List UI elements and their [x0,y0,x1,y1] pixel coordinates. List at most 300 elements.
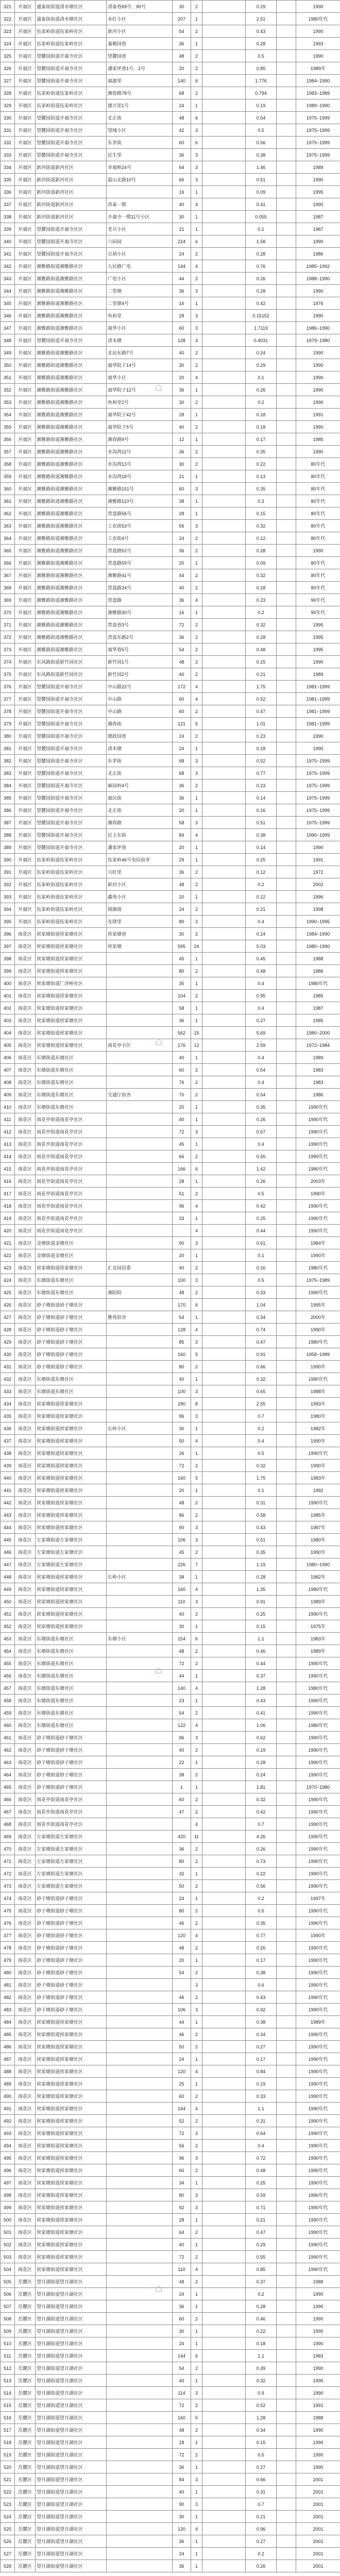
table-row [1,1608,340,1620]
blank-cell [277,681,296,693]
area-cell: 0.35 [246,483,277,495]
district-cell: 雨花区 [15,1880,36,1892]
district-cell: 开福区 [15,878,36,891]
blank-cell [277,1274,296,1286]
community-cell: 望麓园街道开福寺社区 [36,75,107,87]
row-number-cell: 374 [1,656,15,668]
name-cell [107,1719,173,1732]
row-number-cell: 384 [1,779,15,792]
district-cell: 岳麓区 [15,2412,36,2424]
blank-cell [277,1373,296,1385]
row-number-cell: 441 [1,1484,15,1497]
extra-cell [202,1002,246,1014]
name-cell [107,1546,173,1558]
table-row [1,1732,340,1744]
table-row [1,1324,340,1336]
name-cell: 新河小区 [107,25,173,38]
area-cell: 0.12 [246,532,277,545]
table-row [1,347,340,359]
name-cell [107,1324,173,1336]
year-cell: 1990年代 [296,1967,340,1979]
district-cell: 雨花区 [15,1336,36,1348]
households-cell: 80 [173,1361,191,1373]
community-cell: 侯家塘街道侯家塘社区 [36,2177,107,2189]
district-cell: 开福区 [15,334,36,347]
district-cell: 开福区 [15,891,36,903]
area-cell: 0.5 [246,1447,277,1460]
district-cell: 开福区 [15,718,36,730]
row-number-cell: 439 [1,1460,15,1472]
buildings-cell: 2 [191,2424,202,2436]
community-cell: 侯家塘街道侯家塘社区 [36,2028,107,2041]
buildings-cell: 3 [191,149,202,161]
name-cell: 望麓园巷 [107,50,173,62]
blank-cell [277,2239,296,2251]
name-cell: 湘春路 [107,817,173,829]
row-number-cell: 525 [1,2523,15,2535]
households-cell: 48 [173,1942,191,1954]
year-cell: 1958~1989 [296,1348,340,1361]
buildings-cell: 2 [191,446,202,458]
name-cell [107,2090,173,2103]
buildings-cell: 1 [191,433,202,446]
community-cell: 望麓园街道开福寺社区 [36,248,107,260]
name-cell [107,1373,173,1385]
blank-cell [277,2041,296,2053]
area-cell: 0.5 [246,1274,277,1286]
community-cell: 侯家塘街道侯家塘社区 [36,2164,107,2177]
community-cell: 砂子塘街道砂子塘社区 [36,1769,107,1781]
blank-cell [277,1979,296,1991]
buildings-cell: 3 [191,1237,202,1249]
extra-cell [202,2498,246,2511]
blank-cell [277,990,296,1002]
blank-cell [277,273,296,285]
year-cell: 80年代 [296,495,340,507]
households-cell: 50 [173,2041,191,2053]
table-row [1,409,340,421]
buildings-cell: 2 [191,2226,202,2239]
extra-cell [202,1014,246,1027]
district-cell: 雨花区 [15,2016,36,2028]
row-number-cell: 392 [1,878,15,891]
households-cell: 30 [173,396,191,409]
year-cell: 1989 [296,1052,340,1064]
buildings-cell: 1 [191,804,202,817]
district-cell: 开福区 [15,396,36,409]
table-row [1,1497,340,1509]
buildings-cell: 4 [191,1682,202,1694]
name-cell: 交通厅宿舍 [107,1089,173,1101]
buildings-cell: 1 [191,2535,202,2548]
name-cell: 长岭小区 [107,1422,173,1435]
community-cell: 砂子塘街道砂子塘社区 [36,1744,107,1756]
year-cell: 1990年代 [296,2041,340,2053]
blank-cell [277,829,296,841]
extra-cell [202,2387,246,2399]
table-row [1,137,340,149]
households-cell: 20 [173,1101,191,1113]
extra-cell [202,2263,246,2276]
year-cell: 1990年代 [296,1756,340,1769]
community-cell: 左家塘街道左家塘社区 [36,1843,107,1855]
community-cell: 湘雅路街道湘雅路社区 [36,470,107,483]
area-cell: 0.4 [246,1138,277,1150]
extra-cell [202,829,246,841]
area-cell: 0.055 [246,211,277,223]
community-cell: 侯家塘街道侯家塘社区 [36,1460,107,1472]
year-cell: 1983年 [296,1472,340,1484]
area-cell: 0.2 [246,2288,277,2300]
blank-cell [277,878,296,891]
table-row [1,1348,340,1361]
name-cell [107,2387,173,2399]
community-cell: 伍家岭街道伍家岭社区 [36,916,107,928]
row-number-cell: 379 [1,718,15,730]
area-cell: 0.34 [246,2028,277,2041]
community-cell: 望月湖街道望月湖社区 [36,2436,107,2449]
area-cell: 0.7 [246,1818,277,1831]
extra-cell [202,2140,246,2152]
name-cell: 湘春路78号 [107,87,173,99]
name-cell [107,1212,173,1225]
community-cell: 左家塘街道左家塘社区 [36,1558,107,1571]
buildings-cell: 1 [191,297,202,310]
households-cell: 122 [173,1719,191,1732]
households-cell: 76 [173,1076,191,1089]
blank-cell [277,1954,296,1967]
blank-cell [277,2090,296,2103]
households-cell: 24 [173,532,191,545]
buildings-cell: 2 [191,1793,202,1806]
extra-cell [202,2004,246,2016]
community-cell: 湘雅路街道湘雅路社区 [36,495,107,507]
year-cell: 1987 [296,1002,340,1014]
buildings-cell: 1 [191,891,202,903]
name-cell [107,1385,173,1398]
row-number-cell: 476 [1,1917,15,1929]
area-cell: 0.46 [246,2313,277,2325]
table-row [1,285,340,297]
table-row [1,2436,340,2449]
households-cell: 48 [173,656,191,668]
households-cell: 66 [173,174,191,186]
households-cell: 16 [173,186,191,198]
buildings-cell: 1 [191,977,202,990]
community-cell: 新河街道新河社区 [36,198,107,211]
extra-cell [202,1126,246,1138]
extra-cell [202,965,246,977]
blank-cell [277,421,296,433]
households-cell: 72 [173,2449,191,2461]
district-cell: 开福区 [15,137,36,149]
district-cell: 开福区 [15,433,36,446]
blank-cell [277,433,296,446]
district-cell: 雨花区 [15,1175,36,1188]
name-cell: 湘雅路151号 [107,483,173,495]
households-cell: 86 [173,1509,191,1521]
year-cell: 2001 [296,2498,340,2511]
blank-cell [277,569,296,582]
table-row [1,1274,340,1286]
name-cell [107,2115,173,2127]
name-cell [107,1249,173,1262]
blank-cell [277,1188,296,1200]
year-cell: 1988 [296,2412,340,2424]
area-cell: 0.59 [246,2189,277,2201]
row-number-cell: 458 [1,1694,15,1707]
watermark-logo-icon: ⌂ [155,1036,163,1048]
year-cell: 1985 [296,1014,340,1027]
households-cell: 85 [173,1336,191,1348]
row-number-cell: 467 [1,1806,15,1818]
blank-cell [277,50,296,62]
district-cell: 岳麓区 [15,2461,36,2473]
district-cell: 雨花区 [15,1719,36,1732]
name-cell [107,953,173,965]
area-cell: 0.64 [246,2127,277,2140]
buildings-cell: 5 [191,1472,202,1484]
table-row [1,2226,340,2239]
blank-cell [277,1126,296,1138]
blank-cell [277,235,296,248]
area-cell: 0.26 [246,1942,277,1954]
year-cell: 2001 [296,2548,340,2560]
community-cell: 侯家塘街道侯家塘社区 [36,2115,107,2127]
community-cell: 雨花亭街道雨花亭社区 [36,1163,107,1175]
row-number-cell: 452 [1,1620,15,1633]
households-cell: 54 [173,2362,191,2375]
name-cell: 六码园 [107,235,173,248]
community-cell: 湘雅路街道湘雅路社区 [36,421,107,433]
district-cell: 开福区 [15,545,36,557]
district-cell: 开福区 [15,470,36,483]
households-cell: 20 [173,804,191,817]
community-cell: 望月湖街道望月湖社区 [36,2523,107,2535]
blank-cell [277,2251,296,2263]
households-cell: 72 [173,1126,191,1138]
buildings-cell: 1 [191,507,202,520]
households-cell: 36 [173,792,191,804]
district-cell: 岳麓区 [15,2523,36,2535]
name-cell [107,1052,173,1064]
extra-cell [202,1188,246,1200]
row-number-cell: 403 [1,1014,15,1027]
district-cell: 开福区 [15,631,36,643]
name-cell [107,2078,173,2090]
community-cell: 左家塘街道左家塘社区 [36,1831,107,1843]
community-cell: 望麓园街道开福寺社区 [36,681,107,693]
extra-cell [202,594,246,606]
extra-cell [202,13,246,25]
buildings-cell: 2 [191,668,202,681]
name-cell: 新竹园1号 [107,656,173,668]
community-cell: 侯家塘街道侯家塘社区 [36,2214,107,2226]
extra-cell [202,1249,246,1262]
extra-cell [202,742,246,755]
table-row [1,2449,340,2461]
area-cell: 0.41 [246,198,277,211]
name-cell: 宗胡小区 [107,248,173,260]
blank-cell [277,965,296,977]
table-row [1,1014,340,1027]
blank-cell [277,804,296,817]
community-cell: 砂子塘街道砂子塘社区 [36,1756,107,1769]
extra-cell [202,1348,246,1361]
extra-cell [202,1744,246,1756]
row-number-cell: 474 [1,1892,15,1905]
year-cell: 1991 [296,409,340,421]
extra-cell [202,2436,246,2449]
row-number-cell: 430 [1,1348,15,1361]
area-cell: 1.58 [246,235,277,248]
area-cell: 0.55 [246,1150,277,1163]
row-number-cell: 425 [1,1286,15,1299]
district-cell: 雨花区 [15,1311,36,1324]
name-cell [107,1929,173,1942]
households-cell: 20 [173,1484,191,1497]
buildings-cell: 2 [191,2090,202,2103]
table-row [1,2313,340,2325]
year-cell: 1990 [296,347,340,359]
blank-cell [277,75,296,87]
table-row [1,557,340,569]
buildings-cell: 2 [191,1188,202,1200]
name-cell [107,2461,173,2473]
district-cell: 雨花区 [15,1732,36,1744]
year-cell: 1990 [296,371,340,384]
table-row [1,1596,340,1608]
area-cell: 0.26 [246,2560,277,2572]
table-row [1,1744,340,1756]
row-number-cell: 462 [1,1744,15,1756]
area-cell: 0.28 [246,1756,277,1769]
households-cell: 80 [173,916,191,928]
table-row [1,1126,340,1138]
year-cell: 1990年 [296,1361,340,1373]
households-cell: 72 [173,2127,191,2140]
buildings-cell: 2 [191,1509,202,1521]
row-number-cell: 407 [1,1064,15,1076]
district-cell: 雨花区 [15,928,36,940]
buildings-cell: 2 [191,643,202,656]
row-number-cell: 353 [1,396,15,409]
buildings-cell: 1 [191,1212,202,1225]
households-cell: 26 [173,1447,191,1460]
name-cell [107,2152,173,2164]
row-number-cell: 523 [1,2498,15,2511]
table-row [1,2362,340,2375]
district-cell: 开福区 [15,643,36,656]
table-row [1,2152,340,2164]
buildings-cell: 2 [191,347,202,359]
blank-cell [277,693,296,705]
extra-cell [202,569,246,582]
households-cell: 72 [173,2399,191,2412]
year-cell: 1987年 [296,1521,340,1534]
extra-cell [202,2424,246,2436]
community-cell: 通泰街街道清水塘社区 [36,13,107,25]
year-cell: 2001 [296,2560,340,2572]
area-cell: 0.17 [246,1954,277,1967]
blank-cell [277,817,296,829]
year-cell: 1991 [296,2399,340,2412]
year-cell: 1995 [296,643,340,656]
year-cell: 1990年代 [296,1286,340,1299]
extra-cell [202,99,246,112]
households-cell: 40 [173,668,191,681]
district-cell: 雨花区 [15,1756,36,1769]
households-cell: 54 [173,1707,191,1719]
blank-cell [277,2115,296,2127]
year-cell: 2003年 [296,1175,340,1188]
blank-cell [277,532,296,545]
community-cell: 雨花亭街道雨花亭社区 [36,1188,107,1200]
households-cell: 28 [173,310,191,322]
district-cell: 雨花区 [15,1361,36,1373]
buildings-cell: 2 [191,1769,202,1781]
buildings-cell: 2 [191,62,202,75]
district-cell: 岳麓区 [15,2511,36,2523]
district-cell: 开福区 [15,854,36,866]
district-cell: 雨花区 [15,1967,36,1979]
row-number-cell: 465 [1,1781,15,1793]
row-number-cell: 503 [1,2251,15,2263]
community-cell: 东塘街道东塘社区 [36,1286,107,1299]
row-number-cell: 453 [1,1633,15,1645]
table-row [1,1534,340,1546]
name-cell: 人民路广电 [107,260,173,273]
table-row [1,186,340,198]
extra-cell [202,1991,246,2004]
row-number-cell: 397 [1,940,15,953]
extra-cell [202,396,246,409]
row-number-cell: 415 [1,1163,15,1175]
blank-cell [277,1892,296,1905]
district-cell: 开福区 [15,619,36,631]
households-cell: 45 [173,953,191,965]
name-cell: 兴旺里 [107,866,173,878]
extra-cell [202,2548,246,2560]
year-cell: 1975~1999 [296,804,340,817]
name-cell [107,1942,173,1954]
blank-cell [277,13,296,25]
households-cell: 72 [173,1460,191,1472]
households-cell: 54 [173,25,191,38]
households-cell: 47 [173,1806,191,1818]
district-cell: 雨花区 [15,1188,36,1200]
year-cell: 1990年代 [296,2065,340,2078]
name-cell: 营盘巷3号 [107,619,173,631]
name-cell: 福华院子12号 [107,384,173,396]
extra-cell [202,1793,246,1806]
community-cell: 东塘街道东塘社区 [36,1089,107,1101]
households-cell: 66 [173,1150,191,1163]
row-number-cell: 336 [1,186,15,198]
row-number-cell: 330 [1,112,15,124]
table-row [1,2065,340,2078]
community-cell: 望麓园街道开福寺社区 [36,817,107,829]
year-cell: 1987 [296,211,340,223]
row-number-cell: 398 [1,953,15,965]
households-cell: 48 [173,1497,191,1509]
table-row [1,1200,340,1212]
name-cell: 营盘路52号 [107,545,173,557]
community-cell: 砂子塘街道砂子塘社区 [36,1905,107,1917]
community-cell: 新河街道新河社区 [36,211,107,223]
extra-cell [202,2053,246,2065]
row-number-cell: 500 [1,2214,15,2226]
